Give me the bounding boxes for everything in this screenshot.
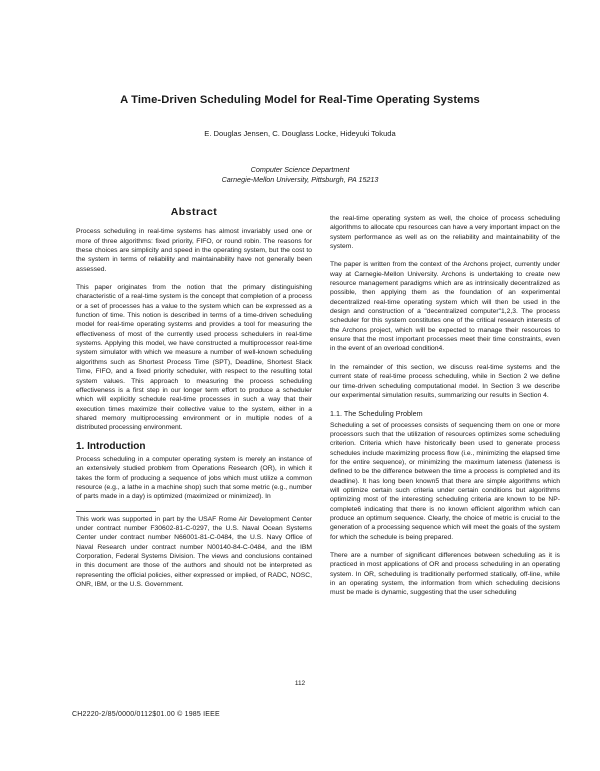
page-number: 112 — [294, 680, 306, 687]
funding-footnote: This work was supported in part by the USAF Rome Air Development Center under contract number F30602-81-C-0297, the U.S. Naval Ocean Systems Center under contract number N66001-81-C-0484, the U.S. Navy Office of Naval Research under contract number N00140-84-C-0484, and the IBM Corporation, Federal Systems Division. The views and conclusions contained in this document are those of the authors and should not be interpreted as representing the official policies, either expressed or implied, of RADC, NOSC, ONR, IBM, or the U.S. Government. — [76, 515, 312, 589]
author-list: E. Douglas Jensen, C. Douglass Locke, Hideyuki Tokuda — [204, 129, 396, 138]
copyright-line: CH2220-2/85/0000/0112$01.00 © 1985 IEEE — [72, 711, 220, 718]
right-paragraph-1: the real-time operating system as well, the choice of process scheduling algorithms to allocate cpu resources can have a very important impact on the system performance as well as on the reliability and maintainability of the system. — [330, 215, 560, 251]
university-name: Carnegie-Mellon University, Pittsburgh, PA 15213 — [221, 174, 379, 184]
left-column — [76, 208, 312, 598]
introduction-paragraph: Process scheduling in a computer operating system is merely an instance of an extensively studied problem from Operations Research (OR), in which it takes the form of producing a sequence of jobs which must utilize a common resource (e.g., a lathe in a machine shop) such that some metric (e.g., number of parts made in a day) is optimized (maximized or minimized). In — [76, 455, 312, 501]
subsection-paragraph-1: Scheduling a set of processes consists of sequencing them on one or more processors such that the utilization of resources optimizes some scheduling criterion. Criteria which have historically been used to generate process schedules include maximizing process flow (i.e., minimizing the elapsed time for the entire sequence), or minimizing the maximum lateness (lateness is defined to be the difference between the time a process is completed and its deadline). It has long been known5 that there are simple algorithms which will optimize certain such criteria under certain conditions but algorithms optimizing most of the interesting scheduling criteria are known to be NP-complete6 indicating that there is no known efficient algorithm which can produce an optimum sequence. Clearly, the choice of metric is crucial to the generation of a processing sequence which will meet the goals of the system for which the schedule is being prepared. — [330, 421, 560, 541]
subsection-heading: 1.1. The Scheduling Problem — [330, 409, 423, 419]
affiliation — [0, 165, 600, 184]
introduction-heading: 1. Introduction — [76, 440, 146, 452]
abstract-paragraph-2: This paper originates from the notion that the primary distinguishing characteristic of a real-time system is the concept that completion of a process or a set of processes has a value to the system which can be expressed as a function of time. This notion is described in terms of a time-driven scheduling model for real-time operating systems and provides a tool for measuring the effectiveness of most of the currently used process schedulers in real-time systems. Applying this model, we have constructed a multiprocessor real-time system simulator with which we measure a number of well-known scheduling algorithms such as Shortest Process Time (SPT), Deadline, Shortest Slack Time, FIFO, and a fixed priority scheduler, with respect to the resulting total system values. This approach to measuring the process scheduling effectiveness is a first step in our longer term effort to produce a scheduler which will explicitly schedule real-time processes in such a way that their execution times maximize their collective value to the system, either in a shared memory multiprocessing environment or in multiple nodes of a distributed processing environment. — [76, 284, 312, 432]
subsection-paragraph-2: There are a number of significant differences between scheduling as it is practiced in most applications of OR and process scheduling in an operating system. In OR, scheduling is traditionally performed statically, off-line, while in an operating system, the information from which scheduling decisions must be made is dynamic, suggesting that the user scheduling — [330, 552, 560, 597]
right-column — [330, 214, 560, 607]
department-name: Computer Science Department — [250, 165, 350, 174]
footnote-divider — [76, 511, 156, 512]
paper-title: A Time-Driven Scheduling Model for Real-Time Operating Systems — [120, 94, 480, 106]
abstract-paragraph-1: Process scheduling in real-time systems has almost invariably used one or more of three algorithms: fixed priority, FIFO, or round robin. The reasons for these choices are simplicity and speed in the operating system, but the cost to the system in terms of reliability and maintainability have not generally been assessed. — [76, 228, 312, 273]
right-paragraph-3: In the remainder of this section, we discuss real-time systems and the current state of real-time process scheduling, while in Section 2 we define our time-driven scheduling computational model. In Section 3 we describe our experimental simulation results, summarizing our results in Section 4. — [330, 363, 560, 399]
abstract-heading: Abstract — [170, 206, 218, 218]
right-paragraph-2: The paper is written from the context of the Archons project, currently under way at Carnegie-Mellon University. Archons is undertaking to create new resource management paradigms which are as intrinsically decentralized as possible, then applying them as the foundation of an experimental decentralized real-time operating system which will then be used in the design and construction of a "decentralized computer"1,2,3. The process scheduler for this system constitutes one of the critical research interests of the Archons project, which will be expected to manage their resources to ensure that the most important processes meet their time constraints, even in the event of an overload condition4. — [330, 261, 560, 353]
